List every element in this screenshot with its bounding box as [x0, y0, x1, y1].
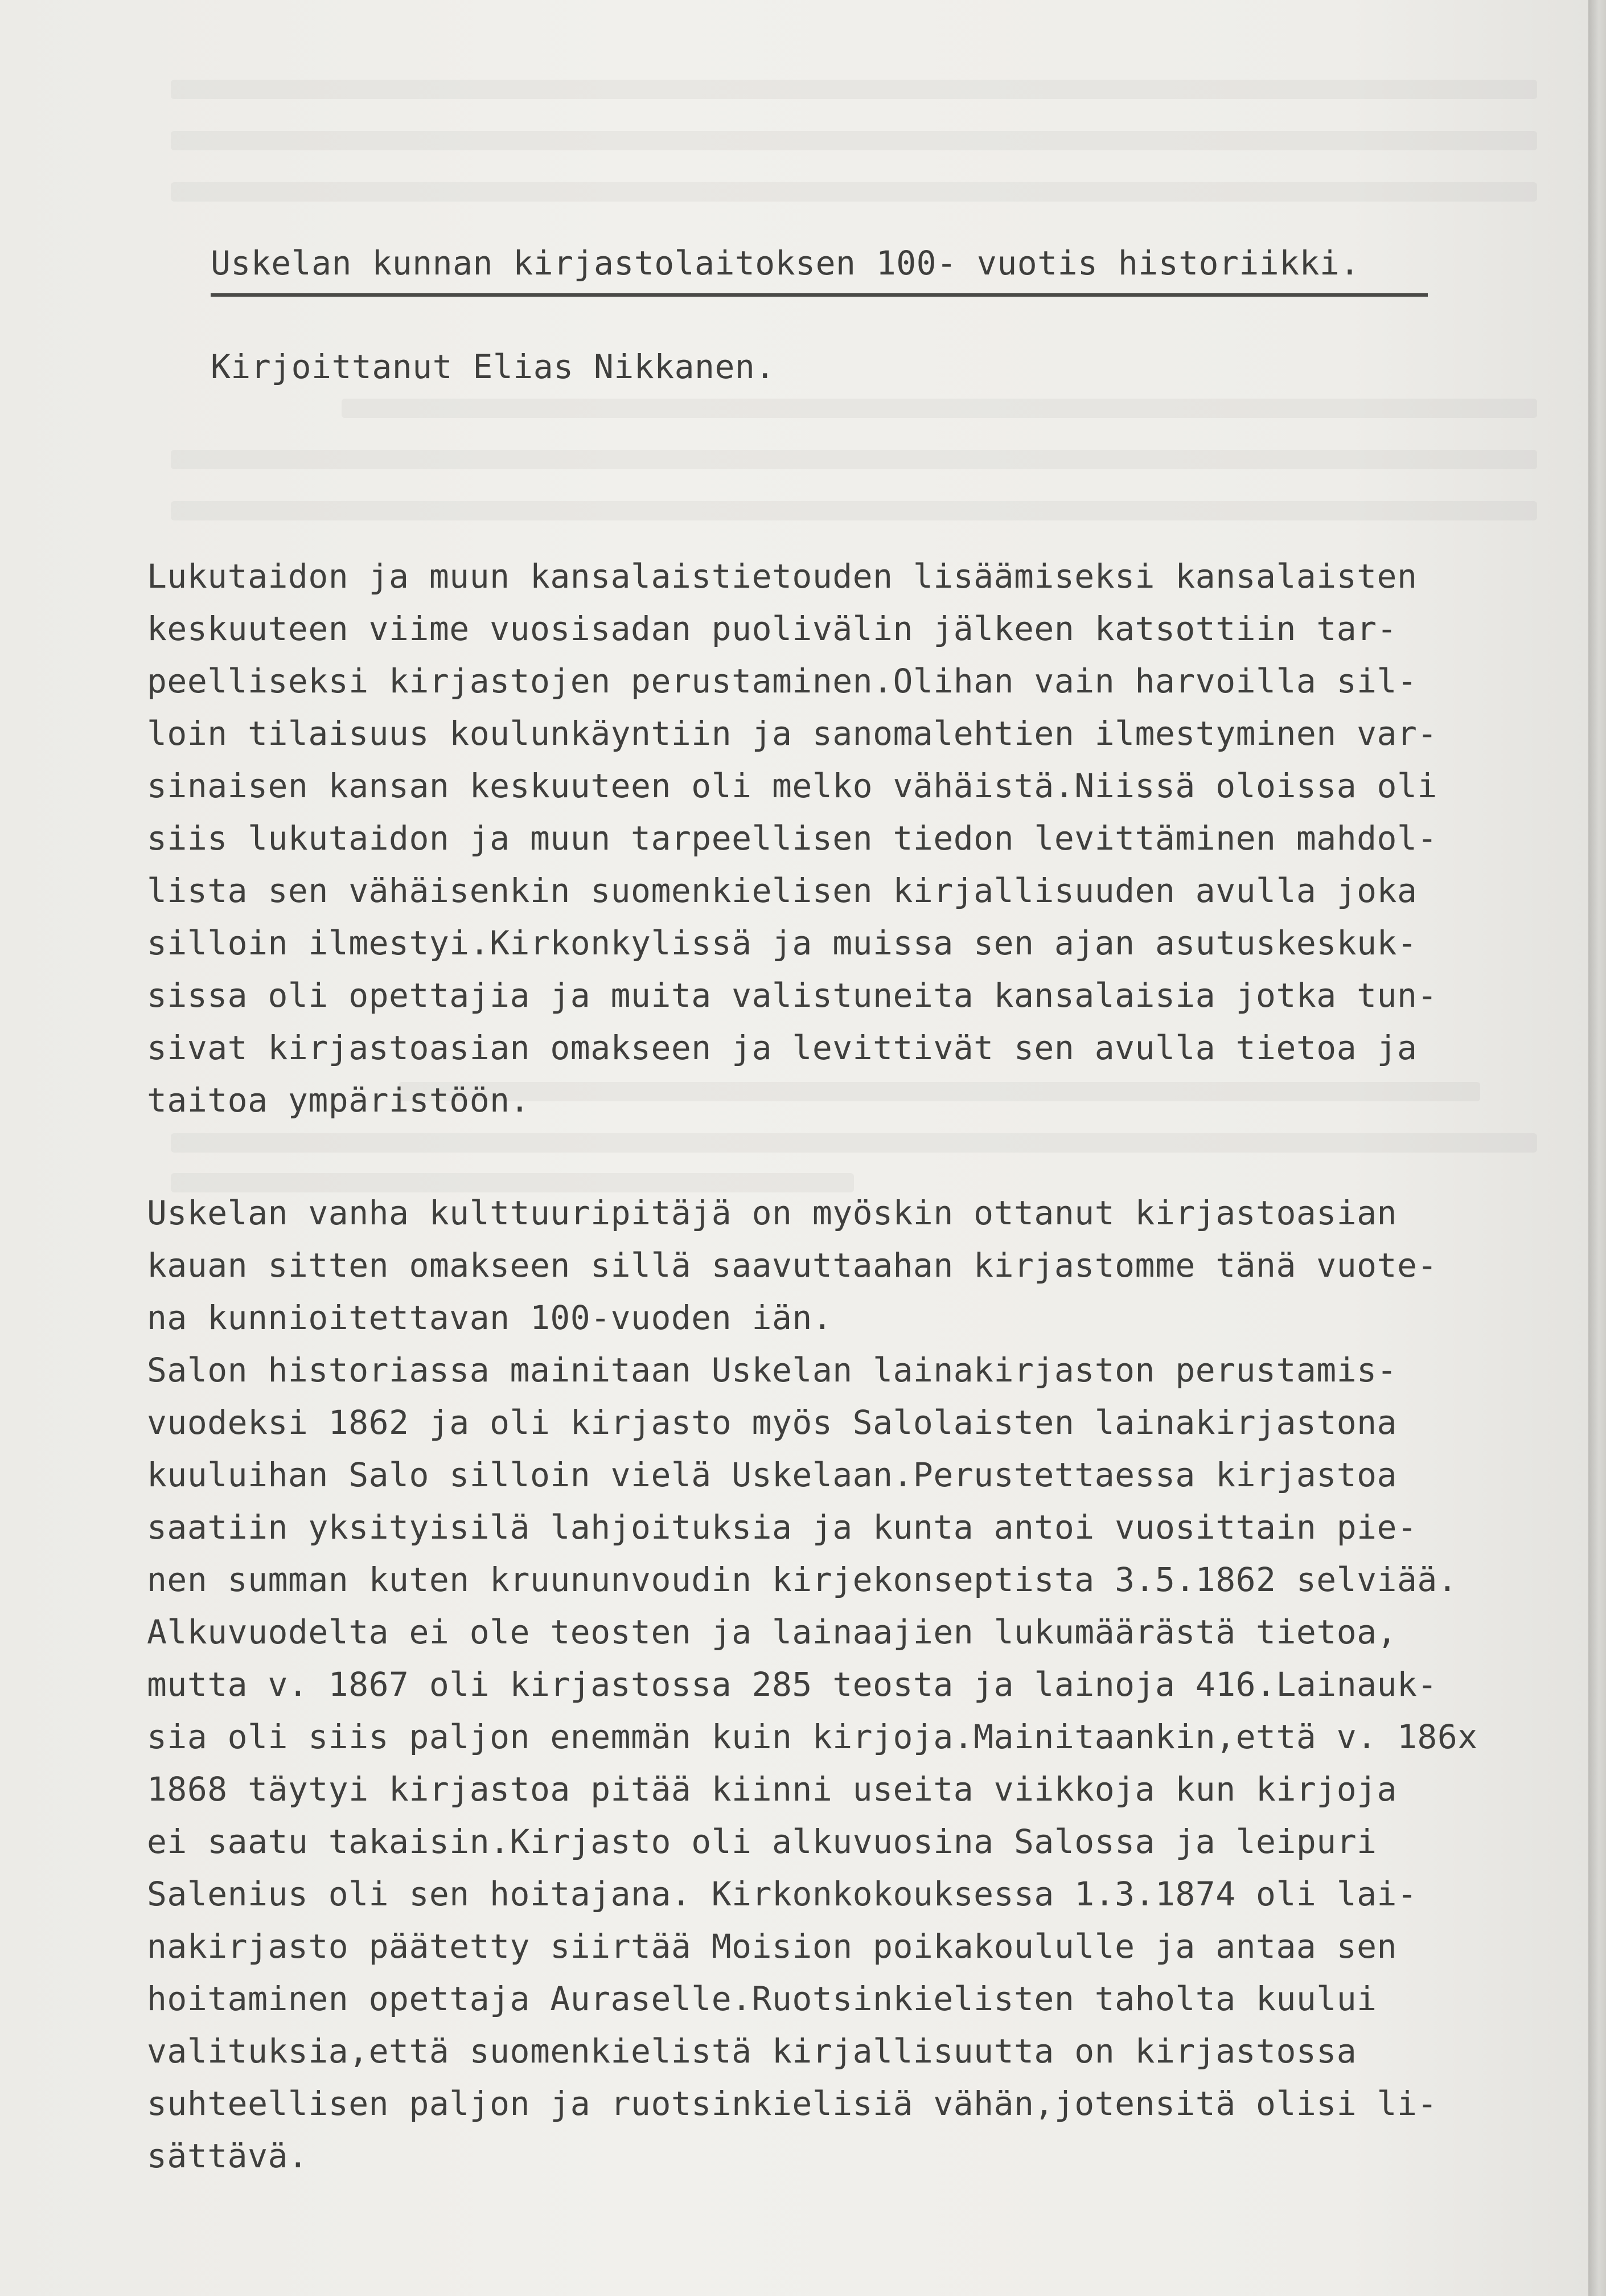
text-line: peelliseksi kirjastojen perustaminen.Olihan vain harvoilla sil-	[147, 662, 1418, 700]
text-line: kauan sitten omakseen sillä saavuttaahan kirjastomme tänä vuote-	[147, 1246, 1437, 1285]
text-line: 1868 täytyi kirjastoa pitää kiinni useita viikkoja kun kirjoja	[147, 1770, 1397, 1809]
text-line: Salon historiassa mainitaan Uskelan lainakirjaston perustamis-	[147, 1351, 1397, 1389]
text-line: mutta v. 1867 oli kirjastossa 285 teosta ja lainoja 416.Lainauk-	[147, 1665, 1437, 1704]
show-through-line	[171, 501, 1537, 520]
text-line: lista sen vähäisenkin suomenkielisen kirjallisuuden avulla joka	[147, 871, 1418, 910]
show-through-line	[171, 450, 1537, 469]
show-through-line	[342, 399, 1537, 418]
paragraph	[147, 1187, 1478, 2182]
text-line: taitoa ympäristöön.	[147, 1081, 530, 1120]
text-line: suhteellisen paljon ja ruotsinkielisiä vähän,jotensitä olisi li-	[147, 2084, 1437, 2123]
text-line: silloin ilmestyi.Kirkonkylissä ja muissa sen ajan asutuskeskuk-	[147, 924, 1418, 962]
text-line: keskuuteen viime vuosisadan puolivälin jälkeen katsottiin tar-	[147, 609, 1397, 648]
title-underline	[211, 293, 1428, 297]
text-line: saatiin yksityisilä lahjoituksia ja kunta antoi vuosittain pie-	[147, 1508, 1418, 1547]
text-line: Salenius oli sen hoitajana. Kirkonkokouksessa 1.3.1874 oli lai-	[147, 1875, 1418, 1913]
text-line: hoitaminen opettaja Auraselle.Ruotsinkielisten taholta kuului	[147, 1979, 1377, 2018]
text-line: sia oli siis paljon enemmän kuin kirjoja.Mainitaankin,että v. 186x	[147, 1717, 1478, 1756]
text-line: sättävä.	[147, 2137, 309, 2175]
text-line: siis lukutaidon ja muun tarpeellisen tiedon levittäminen mahdol-	[147, 819, 1437, 858]
text-line: kuuluihan Salo silloin vielä Uskelaan.Perustettaessa kirjastoa	[147, 1456, 1397, 1494]
text-line: Uskelan vanha kulttuuripitäjä on myöskin ottanut kirjastoasian	[147, 1194, 1397, 1232]
show-through-line	[171, 131, 1537, 150]
text-line: na kunnioitettavan 100-vuoden iän.	[147, 1298, 833, 1337]
page-edge	[1588, 0, 1606, 2296]
text-line: ei saatu takaisin.Kirjasto oli alkuvuosina Salossa ja leipuri	[147, 1822, 1377, 1861]
author-line: Kirjoittanut Elias Nikkanen.	[211, 347, 775, 386]
text-line: loin tilaisuus koulunkäyntiin ja sanomalehtien ilmestyminen var-	[147, 714, 1437, 753]
text-line: nen summan kuten kruununvoudin kirjekonseptista 3.5.1862 selviää.	[147, 1560, 1458, 1599]
text-line: Alkuvuodelta ei ole teosten ja lainaajien lukumäärästä tietoa,	[147, 1613, 1397, 1651]
text-line: Lukutaidon ja muun kansalaistietouden lisäämiseksi kansalaisten	[147, 557, 1418, 596]
show-through-line	[171, 80, 1537, 99]
text-line: sissa oli opettajia ja muita valistuneita kansalaisia jotka tun-	[147, 976, 1437, 1015]
text-line: nakirjasto päätetty siirtää Moision poikakoululle ja antaa sen	[147, 1927, 1397, 1966]
paragraph	[147, 550, 1437, 1126]
text-line: vuodeksi 1862 ja oli kirjasto myös Salolaisten lainakirjastona	[147, 1403, 1397, 1442]
text-line: sinaisen kansan keskuuteen oli melko vähäistä.Niissä oloissa oli	[147, 766, 1437, 805]
text-line: valituksia,että suomenkielistä kirjallisuutta on kirjastossa	[147, 2032, 1357, 2070]
show-through-line	[171, 1133, 1537, 1153]
text-line: sivat kirjastoasian omakseen ja levittivät sen avulla tietoa ja	[147, 1028, 1418, 1067]
document-title: Uskelan kunnan kirjastolaitoksen 100- vuotis historiikki.	[211, 244, 1360, 282]
show-through-line	[171, 182, 1537, 202]
